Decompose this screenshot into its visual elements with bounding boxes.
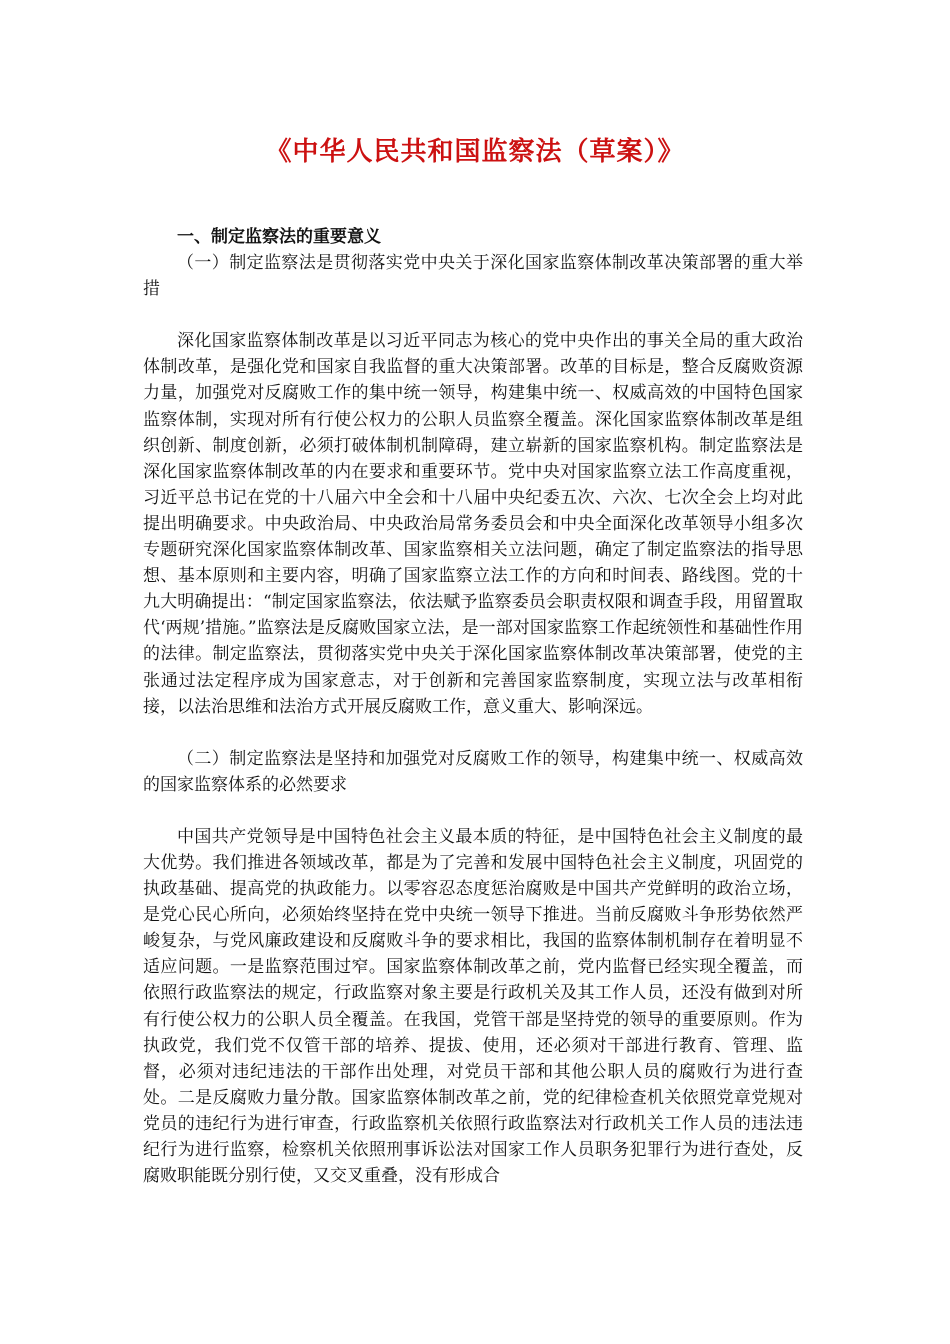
paragraph-spacer xyxy=(143,302,803,328)
paragraph-spacer xyxy=(143,720,803,746)
document-title: 《中华人民共和国监察法（草案）》 xyxy=(265,137,685,167)
subsection-heading-2: （二）制定监察法是坚持和加强党对反腐败工作的领导，构建集中统一、权威高效的国家监察体系的必然要求 xyxy=(143,748,803,795)
section-heading: 一、制定监察法的重要意义 xyxy=(177,227,381,247)
body-paragraph-1: 深化国家监察体制改革是以习近平同志为核心的党中央作出的事关全局的重大政治体制改革，是强化党和国家自我监督的重大决策部署。改革的目标是，整合反腐败资源力量，加强党对反腐败工作的集中统一领导，构建集中统一、权威高效的中国特色国家监察体制，实现对所有行使公权力的公职人员监察全覆盖。深化国家监察体制改革是组织创新、制度创新，必须打破体制机制障碍，建立崭新的国家监察机构。制定监察法是深化国家监察体制改革的内在要求和重要环节。党中央对国家监察立法工作高度重视，习近平总书记在党的十八届六中全会和十八届中央纪委五次、六次、七次全会上均对此提出明确要求。中央政治局、中央政治局常务委员会和中央全面深化改革领导小组多次专题研究深化国家监察体制改革、国家监察相关立法问题，确定了制定监察法的指导思想、基本原则和主要内容，明确了国家监察立法工作的方向和时间表、路线图。党的十九大明确提出：“制定国家监察法，依法赋予监察委员会职责权限和调查手段，用留置取代‘两规’措施。”监察法是反腐败国家立法，是一部对国家监察工作起统领性和基础性作用的法律。制定监察法，贯彻落实党中央关于深化国家监察体制改革决策部署，使党的主张通过法定程序成为国家意志，对于创新和完善国家监察制度，实现立法与改革相衔接，以法治思维和法治方式开展反腐败工作，意义重大、影响深远。 xyxy=(143,331,803,717)
body-paragraph-2: 中国共产党领导是中国特色社会主义最本质的特征，是中国特色社会主义制度的最大优势。我们推进各领域改革，都是为了完善和发展中国特色社会主义制度，巩固党的执政基础、提高党的执政能力。以零容忍态度惩治腐败是中国共产党鲜明的政治立场，是党心民心所向，必须始终坚持在党中央统一领导下推进。当前反腐败斗争形势依然严峻复杂，与党风廉政建设和反腐败斗争的要求相比，我国的监察体制机制存在着明显不适应问题。一是监察范围过窄。国家监察体制改革之前，党内监督已经实现全覆盖，而依照行政监察法的规定，行政监察对象主要是行政机关及其工作人员，还没有做到对所有行使公权力的公职人员全覆盖。在我国，党管干部是坚持党的领导的重要原则。作为执政党，我们党不仅管干部的培养、提拔、使用，还必须对干部进行教育、管理、监督，必须对违纪违法的干部作出处理，对党员干部和其他公职人员的腐败行为进行查处。二是反腐败力量分散。国家监察体制改革之前，党的纪律检查机关依照党章党规对党员的违纪行为进行审查，行政监察机关依照行政监察法对行政机关工作人员的违法违纪行为进行监察，检察机关依照刑事诉讼法对国家工作人员职务犯罪行为进行查处，反腐败职能既分别行使，又交叉重叠，没有形成合 xyxy=(143,826,803,1187)
subsection-heading-1: （一）制定监察法是贯彻落实党中央关于深化国家监察体制改革决策部署的重大举措 xyxy=(143,253,803,300)
paragraph-spacer xyxy=(143,798,803,824)
document-body xyxy=(143,224,803,1189)
